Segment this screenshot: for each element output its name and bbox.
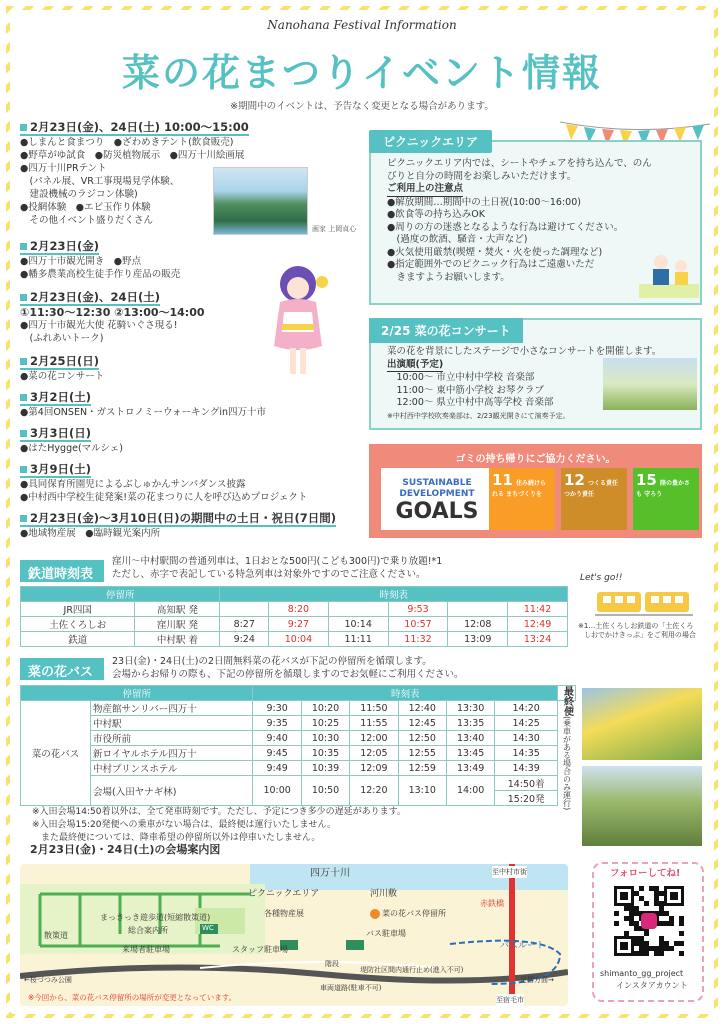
event-line: ●菜の花コンサート	[20, 371, 105, 382]
rail-time-cell: 8:20	[269, 602, 329, 617]
bus-photo-2	[582, 766, 702, 846]
sdg-goal-12	[561, 468, 627, 530]
event-heading: 3月3日(日)	[20, 427, 91, 442]
event-line: ●野草がゆ試食 ●防災植物展示 ●四万十川絵画展	[20, 150, 245, 161]
rail-time-cell: 12:49	[508, 617, 568, 632]
bus-time-cell: 10:39	[301, 761, 349, 776]
bus-row	[21, 746, 576, 761]
event-block-3	[20, 291, 205, 345]
map-bus-stop-label: 菜の花バス停留所	[382, 909, 446, 918]
rail-time-cell	[328, 602, 388, 617]
bus-footnote-3: また最終便については、降車希望の停留所以外は停車いたしません。	[32, 833, 321, 843]
event-block-6	[20, 427, 123, 455]
bus-footnote-2: ※入田会場15:20発便への乗車がない場合は、最終便は運行いたしません。	[32, 820, 337, 830]
bus-time-cell: 10:30	[301, 731, 349, 746]
bus-time-cell: 9:40	[253, 731, 301, 746]
event-line: (ふれあいトーク)	[20, 333, 104, 344]
bus-time-cell: 10:25	[301, 716, 349, 731]
event-heading: 2月25日(日)	[20, 355, 99, 370]
bus-time-cell: 12:09	[350, 761, 398, 776]
map-city-direction: 至中村市街	[492, 868, 527, 876]
map-drawing	[20, 864, 568, 1006]
event-line: 建設機械のラジコン体験)	[20, 189, 138, 200]
picnic-caution-heading: ご利用上の注意点	[387, 183, 463, 197]
rail-time-cell: 10:57	[388, 617, 448, 632]
event-line: その他イベント盛りだくさん	[20, 215, 154, 226]
event-block-4	[20, 355, 104, 383]
bus-photo-1	[582, 688, 702, 760]
instagram-label: インスタアカウント	[616, 981, 688, 990]
rail-footnote-1: ※1…土佐くろしお鉄道の「土佐くろ	[578, 622, 694, 630]
bus-head-stop: 停留所	[21, 686, 253, 701]
goal-label: 住み続けられる まちづくりを	[492, 480, 547, 498]
bus-row	[21, 701, 576, 716]
bus-head-time: 時刻表	[253, 686, 558, 701]
bus-time-cell: 14:00	[446, 776, 494, 806]
qr-code-icon[interactable]	[614, 886, 684, 956]
event-line: ●幡多農業高校生徒手作り産品の販売	[20, 269, 181, 280]
rail-time-cell: 13:24	[508, 632, 568, 647]
event-line: ●具同保育所園児によるぶしゅかんサンバダンス披露	[20, 479, 246, 490]
goal-number: 15	[636, 471, 657, 489]
goal-label: 陸の豊かさも 守ろう	[636, 480, 691, 498]
bus-time-cell: 13:35	[446, 716, 494, 731]
bus-time-cell: 12:00	[350, 731, 398, 746]
map-park-direction: ←桜づつみ公園	[24, 976, 72, 984]
bus-time-cell: 9:49	[253, 761, 301, 776]
event-line: (パネル展、VR工事現場見学体験、	[20, 176, 180, 187]
bus-row	[21, 776, 576, 791]
rail-time-cell	[448, 602, 508, 617]
bus-stop-cell: 中村駅	[91, 716, 253, 731]
bus-time-cell: 14:35	[495, 746, 558, 761]
instagram-account: shimanto_gg_project	[600, 969, 684, 978]
event-line: ●はたHygge(マルシェ)	[20, 443, 123, 454]
rail-time-cell: 9:27	[269, 617, 329, 632]
last-run-sub: (乗車がある場合のみ運行)	[562, 716, 572, 811]
follow-text: フォローしてね!	[610, 868, 681, 879]
event-line: ●中村西中学校生徒発案!菜の花まつりに人を呼び込めプロジェクト	[20, 492, 308, 503]
bus-time-cell: 13:10	[398, 776, 446, 806]
event-line: ●投網体験 ●エビ玉作り体験	[20, 202, 151, 213]
picnic-area-panel	[369, 135, 702, 305]
picnic-line: ●火気使用厳禁(喫煙・焚火・火を使った調理など)	[387, 246, 603, 258]
picnic-tab: ピクニックエリア	[369, 130, 492, 153]
picnic-line: ●周りの方の迷惑となるような行為は避けてください。	[387, 221, 624, 233]
picnic-line: ●解放期間…期間中の土日祝(10:00～16:00)	[387, 196, 581, 208]
bus-stop-cell: 新ロイヤルホテル四万十	[91, 746, 253, 761]
picnic-line: ピクニックエリア内では、シートやチェアを持ち込んで、のん	[387, 158, 652, 169]
page-title: 菜の花まつりイベント情報	[121, 51, 602, 95]
rail-stop-cell: 土佐くろしお	[21, 617, 135, 632]
venue-map	[20, 864, 568, 1006]
bus-note-1: 23日(金)・24日(土)の2日間無料菜の花バスが下記の停留所を循環します。	[112, 656, 432, 667]
map-maze-label: まっきっき遊歩道(短縮散策道)	[100, 913, 211, 922]
letsgo-text: Let's go!!	[580, 573, 623, 583]
sdg-logo-line: DEVELOPMENT	[399, 489, 475, 499]
event-line: ●四万十市観光開き ●野点	[20, 256, 142, 267]
bus-time-cell: 13:30	[446, 701, 494, 716]
rail-head-stop: 停留所	[21, 587, 220, 602]
event-block-7	[20, 463, 307, 504]
bus-time-cell: 13:49	[446, 761, 494, 776]
bus-stop-cell: 物産館サンリバー四万十	[91, 701, 253, 716]
sdg-panel	[369, 444, 702, 538]
sdg-logo	[381, 468, 493, 530]
rail-stop-cell: 中村駅 着	[135, 632, 220, 647]
bus-time-cell: 10:50	[301, 776, 349, 806]
map-picnic-label: ピクニックエリア	[248, 889, 320, 899]
rail-time-cell: 12:08	[448, 617, 508, 632]
bus-time-cell: 15:20発	[495, 791, 558, 806]
rail-time-cell: 11:11	[328, 632, 388, 647]
bus-time-cell: 14:20	[495, 701, 558, 716]
sdg-goal-15	[633, 468, 699, 530]
map-sukumo-direction: 至宿毛市	[496, 996, 524, 1004]
bus-time-cell: 12:20	[350, 776, 398, 806]
rail-title: 鉄道時刻表	[20, 560, 104, 582]
event-line: ①11:30～12:30 ②13:00～14:00	[20, 306, 205, 319]
bus-time-cell: 9:35	[253, 716, 301, 731]
bus-stop-cell: 会場(入田ヤナギ林)	[91, 776, 253, 806]
concert-order-heading: 出演順(予定)	[387, 359, 443, 373]
picnic-illustration	[639, 244, 699, 300]
bus-stop-cell: 中村プリンスホテル	[91, 761, 253, 776]
bus-stop-cell: 市役所前	[91, 731, 253, 746]
sdg-logo-goals: GOALS	[395, 499, 479, 524]
bus-footnote-1: ※入田会場14:50着以外は、全て発車時刻です。ただし、予定につき多少の遅延があります。	[32, 807, 406, 817]
bus-time-cell: 12:05	[350, 746, 398, 761]
rail-time-cell: 11:42	[508, 602, 568, 617]
event-heading: 2月23日(金)、24日(土) 10:00～15:00	[20, 121, 249, 136]
rail-time-cell: 11:32	[388, 632, 448, 647]
bus-time-cell: 12:40	[398, 701, 446, 716]
map-ashizuri-direction: 足摺方面→	[520, 976, 554, 984]
rail-time-cell: 9:53	[388, 602, 448, 617]
rail-time-cell	[220, 602, 269, 617]
map-river-label: 四万十川	[310, 868, 350, 879]
bus-time-cell: 9:30	[253, 701, 301, 716]
rail-head-time: 時刻表	[220, 587, 568, 602]
rail-time-cell: 9:24	[220, 632, 269, 647]
event-line: ●第4回ONSEN・ガストロノミーウォーキングin四万十市	[20, 407, 267, 418]
sdg-goal-11	[489, 468, 555, 530]
picnic-line: ●指定範囲外でのピクニック行為はご遠慮いただ	[387, 259, 595, 270]
bus-time-cell: 12:50	[398, 731, 446, 746]
rail-stop-cell: 鉄道	[21, 632, 135, 647]
map-booths-label: 各種物産展	[264, 909, 304, 918]
rail-note-2: ただし、赤字で表記している特急列車は対象外ですのでご注意ください。	[112, 569, 426, 580]
concert-line: 菜の花を背景にしたステージで小さなコンサートを開催します。	[387, 346, 662, 357]
river-painting-image	[213, 167, 308, 235]
mascot-character-image	[262, 262, 334, 382]
rail-row	[21, 632, 568, 647]
instagram-box	[592, 862, 704, 1002]
rail-stop-cell: 窪川駅 発	[135, 617, 220, 632]
bus-row	[21, 761, 576, 776]
goal-number: 11	[492, 471, 513, 489]
picnic-line: びりと自分の時間をお楽しみいただけます。	[387, 170, 577, 182]
concert-photo	[603, 358, 697, 410]
bus-note-2: 会場からお帰りの際も、下記の停留所を循環しますのでお気軽にご利用ください。	[112, 669, 464, 680]
map-toilet-label: WC	[202, 924, 214, 932]
rail-row	[21, 617, 568, 632]
event-line: ●四万十市観光大使 花騎いぐさ現る!	[20, 320, 178, 331]
bus-last-run-note	[558, 686, 576, 811]
map-bridge-label: 赤鉄橋	[480, 899, 504, 908]
bus-time-cell: 13:40	[446, 731, 494, 746]
goal-label: つくる責任 つかう責任	[564, 480, 619, 498]
rail-stop-cell: JR四国	[21, 602, 135, 617]
event-heading: 2月23日(金)～3月10日(日)の期間中の土日・祝日(7日間)	[20, 512, 336, 527]
bus-time-cell: 14:50着	[495, 776, 558, 791]
event-block-2	[20, 240, 180, 281]
bus-time-cell: 12:55	[398, 746, 446, 761]
painter-credit: 画家 上岡貞心	[312, 225, 357, 233]
picnic-line: きますようお願いします。	[387, 271, 510, 283]
bus-time-cell: 10:20	[301, 701, 349, 716]
bus-time-cell: 12:59	[398, 761, 446, 776]
goal-number: 12	[564, 471, 585, 489]
bus-time-cell: 9:45	[253, 746, 301, 761]
rail-timetable	[20, 586, 568, 647]
concert-panel	[369, 318, 702, 430]
event-heading: 3月9日(土)	[20, 463, 91, 478]
bus-time-cell: 10:00	[253, 776, 301, 806]
event-line: ●しまんと食まつり ●ざわめきテント(飲食販売)	[20, 137, 234, 148]
bus-time-cell: 11:55	[350, 716, 398, 731]
concert-tab: 2/25 菜の花コンサート	[369, 318, 523, 343]
bus-title: 菜の花バス	[20, 658, 104, 680]
bus-time-cell: 14:30	[495, 731, 558, 746]
concert-line: 12:00～ 県立中村中高等学校 音楽部	[387, 397, 554, 408]
picnic-line: (過度の飲酒、騒音・大声など)	[387, 234, 528, 245]
bus-row	[21, 731, 576, 746]
sdg-logo-line: SUSTAINABLE	[402, 478, 472, 488]
map-title: 2月23日(金)・24日(土)の会場案内図	[30, 843, 221, 856]
concert-line: 10:00～ 市立中村中学校 音楽部	[387, 372, 535, 383]
bus-timetable	[20, 685, 576, 811]
bus-time-cell: 14:39	[495, 761, 558, 776]
bus-time-cell: 11:50	[350, 701, 398, 716]
map-note: ※今回から、菜の花バス停留所の場所が変更となっています。	[28, 993, 237, 1002]
rail-footnote-2: しおでかけきっぷ」をご利用の場合	[584, 631, 696, 639]
last-run-label: 最終便	[561, 686, 573, 716]
train-illustration	[595, 582, 693, 618]
map-staff-parking-label: スタッフ駐車場	[232, 945, 288, 954]
festival-subtitle: Nanohana Festival Information	[267, 18, 457, 32]
sdg-caption: ゴミの持ち帰りにご協力ください。	[455, 454, 616, 465]
event-heading: 3月2日(土)	[20, 391, 91, 406]
event-line: ●地域物産展 ●臨時観光案内所	[20, 528, 161, 539]
map-levee-label: 堤防社区間内通行止め(進入不可)	[360, 966, 464, 974]
bus-row	[21, 716, 576, 731]
map-walk-label: 散策道	[44, 931, 68, 940]
event-heading: 2月23日(金)、24日(土)	[20, 291, 160, 306]
bus-time-cell: 14:25	[495, 716, 558, 731]
concert-line: 11:00～ 東中筋小学校 お琴クラブ	[387, 384, 544, 396]
rail-time-cell: 13:09	[448, 632, 508, 647]
event-heading: 2月23日(金)	[20, 240, 99, 255]
rail-stop-cell: 高知駅 発	[135, 602, 220, 617]
map-stairs-label: 階段	[325, 960, 339, 968]
picnic-line: ●飲食等の持ち込みOK	[387, 209, 485, 220]
bus-time-cell: 12:45	[398, 716, 446, 731]
map-info-label: 総合案内所	[128, 926, 168, 935]
event-line: ●四万十川PRテント	[20, 163, 107, 174]
rail-time-cell: 10:04	[269, 632, 329, 647]
map-riverbed-label: 河川敷	[370, 889, 398, 899]
map-bus-parking-label: バス駐車場	[366, 929, 406, 938]
rail-time-cell: 8:27	[220, 617, 269, 632]
rail-time-cell: 10:14	[328, 617, 388, 632]
map-road-label: 車両道路(駐車不可)	[320, 984, 382, 992]
map-visitor-parking-label: 来場者駐車場	[122, 945, 170, 954]
event-block-8	[20, 512, 336, 540]
bus-time-cell: 13:45	[446, 746, 494, 761]
concert-note: ※中村西中学校吹奏楽部は、2/23観光開きにて演奏予定。	[387, 411, 570, 420]
rail-row	[21, 602, 568, 617]
rail-note-1: 窪川～中村駅間の普通列車は、1日おとな500円(こども300円)で乗り放題!*1	[112, 556, 443, 567]
bus-time-cell: 10:35	[301, 746, 349, 761]
event-block-5	[20, 391, 266, 419]
bus-line-name: 菜の花バス	[21, 701, 91, 806]
change-notice: ※期間中のイベントは、予告なく変更となる場合があります。	[230, 101, 494, 112]
map-route-label: バスルート	[500, 941, 546, 951]
